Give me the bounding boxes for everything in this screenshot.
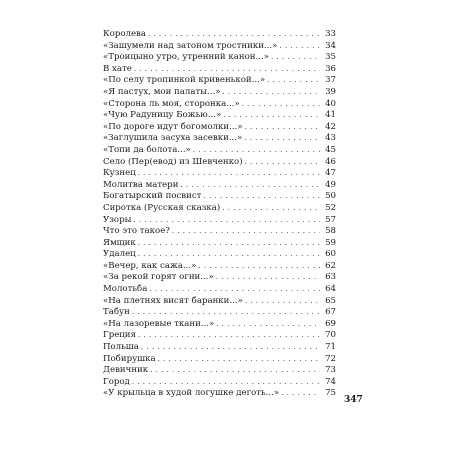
toc-dot-leader [222,203,320,215]
toc-dot-leader [181,180,321,192]
toc-entry-title: «Зашумели над затоном тростники...» [103,40,278,51]
toc-entry [103,180,336,192]
toc-entry-title: «Троицыно утро, утренний канон...» [103,52,269,63]
toc-entry-page: 36 [325,63,336,74]
toc-entry-title: Ямщик [103,237,136,248]
toc-entry-page: 75 [325,388,336,399]
toc-entry [103,388,336,400]
toc-dot-leader [279,41,320,53]
toc-dot-leader [203,191,320,203]
toc-entry [103,110,336,122]
toc-entry-title: «Топи да болота...» [103,144,191,155]
toc-entry [103,122,336,134]
toc-entry-title: Село (Пер(евод) из Шевченко) [103,156,243,167]
toc-entry [103,75,336,87]
toc-entry-title: «На лазоревые ткани...» [103,318,215,329]
toc-entry-title: Сиротка (Русская сказка) [103,202,221,213]
toc-entry [103,261,336,273]
toc-dot-leader [242,99,320,111]
toc-entry-title: Кузнец [103,168,136,179]
toc-entry-title: «За рекой горят огни...» [103,272,214,283]
toc-entry-title: Табун [103,307,130,318]
toc-entry [103,133,336,145]
toc-entry-title: «Я пастух, мои палаты...» [103,86,221,97]
toc-dot-leader [245,157,320,169]
toc-entry [103,215,336,227]
toc-entry-page: 72 [325,353,336,364]
toc-entry-title: Королева [103,29,147,39]
toc-entry-page: 62 [325,260,336,271]
toc-entry [103,354,336,366]
toc-entry [103,307,336,319]
toc-entry-page: 70 [325,330,336,341]
toc-entry-title: Что это такое? [103,226,170,237]
toc-dot-leader [216,319,320,331]
toc-dot-leader [141,342,320,354]
toc-dot-leader [245,296,320,308]
toc-entry-page: 34 [325,40,336,51]
toc-entry-page: 73 [325,365,336,376]
toc-entry-page: 37 [325,75,336,86]
toc-entry-page: 50 [325,191,336,202]
toc-entry-page: 67 [325,307,336,318]
toc-dot-leader [223,87,320,99]
toc-dot-leader [158,354,320,366]
toc-entry [103,29,336,41]
toc-dot-leader [267,75,320,87]
toc-entry [103,157,336,169]
toc-entry-title: «У крыльца в худой логушке деготь...» [103,388,280,399]
toc-dot-leader [138,249,320,261]
toc-entry [103,272,336,284]
toc-dot-leader [172,226,320,238]
toc-entry-page: 45 [325,144,336,155]
toc-dot-leader [245,122,320,134]
toc-entry-title: Побирушка [103,353,156,364]
toc-entry-title: «Заглушила засуха засевки...» [103,133,243,144]
toc-entry-page: 49 [325,179,336,190]
toc-entry-page: 46 [325,156,336,167]
toc-entry-page: 69 [325,318,336,329]
toc-entry [103,52,336,64]
toc-entry-title: «На плетнях висят баранки...» [103,295,243,306]
toc-dot-leader [223,110,320,122]
toc-dot-leader [198,261,320,273]
toc-entry [103,238,336,250]
toc-dot-leader [193,145,320,157]
toc-entry-title: Польша [103,342,139,353]
toc-entry-page: 41 [325,110,336,121]
toc-entry-page: 52 [325,202,336,213]
toc-entry [103,226,336,238]
toc-entry-page: 35 [325,52,336,63]
toc-dot-leader [150,365,320,377]
toc-entry [103,319,336,331]
toc-entry [103,191,336,203]
toc-entry-page: 57 [325,214,336,225]
toc-entry [103,365,336,377]
toc-entry [103,64,336,76]
toc-entry [103,87,336,99]
toc-entry [103,296,336,308]
toc-dot-leader [244,133,320,145]
toc-entry-page: 71 [325,342,336,353]
toc-entry-title: «Чую Радуницу Божью...» [103,110,222,121]
toc-entry-title: «По селу тропинкой кривенькой...» [103,75,266,86]
toc-dot-leader [138,238,320,250]
toc-dot-leader [149,284,320,296]
toc-dot-leader [281,388,320,400]
page-number: 347 [344,395,363,405]
toc-dot-leader [133,215,320,227]
toc-dot-leader [134,64,320,76]
toc-entry-title: Греция [103,330,136,341]
toc-dot-leader [216,272,320,284]
toc-entry-title: «Вечер, как сажа...» [103,260,197,271]
toc-entry [103,249,336,261]
toc-entry [103,203,336,215]
toc-entry-page: 59 [325,237,336,248]
toc-entry-page: 42 [325,121,336,132]
toc-entry-title: В хате [103,63,132,74]
toc-entry-page: 43 [325,133,336,144]
table-of-contents [103,29,336,400]
toc-entry-page: 64 [325,284,336,295]
toc-dot-leader [148,29,320,41]
toc-entry [103,284,336,296]
toc-entry-page: 33 [325,29,336,39]
toc-entry-page: 74 [325,376,336,387]
toc-entry [103,342,336,354]
toc-entry-page: 60 [325,249,336,260]
toc-entry-title: Город [103,376,130,387]
toc-entry [103,168,336,180]
toc-entry [103,41,336,53]
toc-dot-leader [132,377,320,389]
toc-dot-leader [138,330,320,342]
toc-entry [103,145,336,157]
toc-dot-leader [138,168,320,180]
toc-dot-leader [132,307,320,319]
toc-entry-title: Молитва матери [103,179,179,190]
toc-entry-page: 39 [325,86,336,97]
toc-entry-title: Узоры [103,214,132,225]
toc-entry-title: Молотьба [103,284,148,295]
toc-entry-title: «Сторона ль моя, сторонка...» [103,98,240,109]
toc-entry-page: 40 [325,98,336,109]
toc-entry-page: 63 [325,272,336,283]
toc-entry [103,377,336,389]
toc-dot-leader [271,52,320,64]
toc-entry-title: «По дороге идут богомолки...» [103,121,243,132]
toc-entry-page: 65 [325,295,336,306]
toc-entry-title: Богатырский посвист [103,191,202,202]
toc-entry [103,99,336,111]
toc-entry-title: Девичник [103,365,149,376]
toc-entry-title: Удалец [103,249,136,260]
toc-entry [103,330,336,342]
toc-entry-page: 58 [325,226,336,237]
toc-entry-page: 47 [325,168,336,179]
